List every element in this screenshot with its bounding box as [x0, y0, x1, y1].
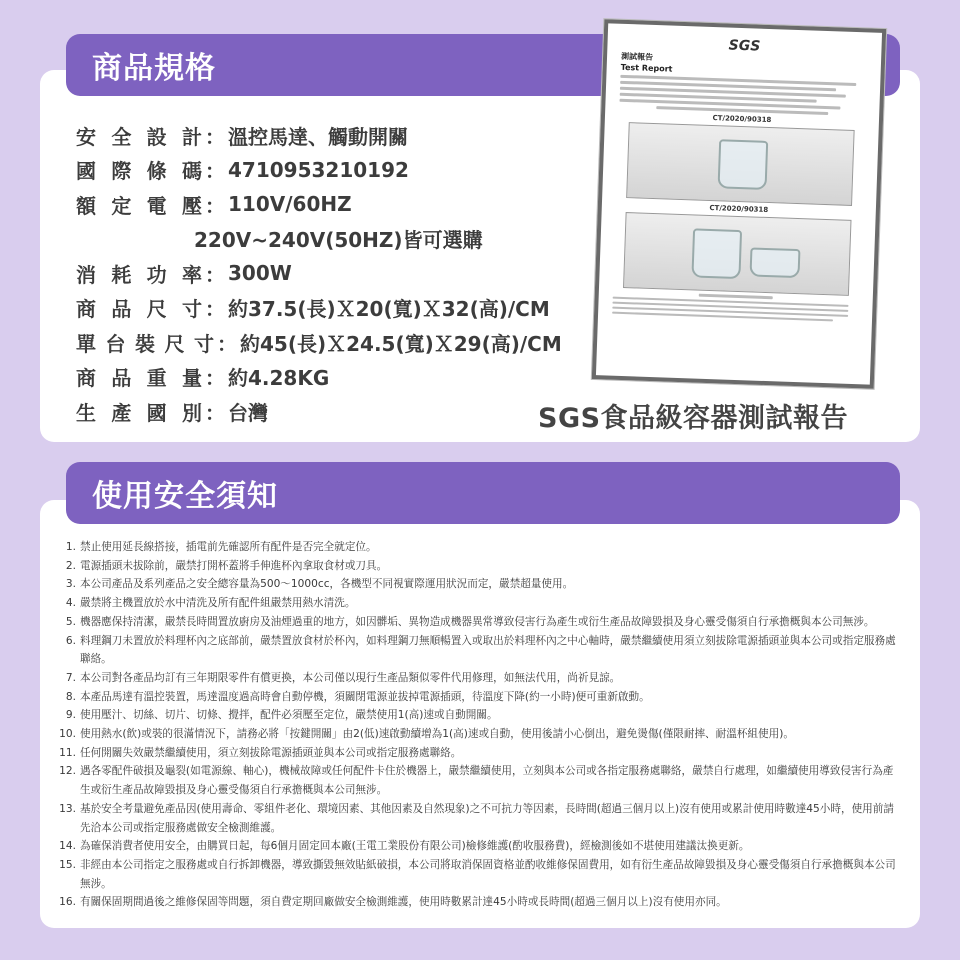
notice-number: 9.: [65, 709, 76, 722]
notice-item: [58, 800, 900, 837]
notice-number: 10.: [59, 728, 76, 741]
report-title-zh: 測試報告: [620, 51, 654, 62]
notice-text: 使用熱水(飲)或裝的很滿情況下，請務必將「按鍵開關」由2(低)速啟動續增為1(高)速或自動，使用後請小心倒出，避免燙傷(僅限耐摔、耐溫杯組使用)。: [80, 728, 794, 741]
spec-row: [76, 325, 562, 360]
notice-number: 13.: [59, 802, 76, 815]
notice-item: [58, 762, 900, 799]
notice-item: [58, 725, 900, 744]
spec-colon: ：: [205, 159, 225, 184]
report-photo: [623, 212, 852, 296]
spec-row: [76, 360, 562, 395]
notice-number: 15.: [59, 858, 76, 871]
notice-text: 基於安全考量避免產品因(使用壽命、零組件老化、環境因素、其他因素及自然現象)之不可抗力等因素，長時間(超過三個月以上)沒有使用或累計使用時數達45小時，使用前請先洽本公司或指定服務處做安全檢測維護。: [80, 802, 894, 834]
notice-number: 5.: [65, 615, 76, 628]
spec-label: 國際條碼: [76, 159, 202, 184]
notice-number: 4.: [65, 597, 76, 610]
spec-value: 台灣: [228, 400, 268, 425]
notice-text: 料理鋼刀未置放於料理杯內之底部前，嚴禁置放食材於杯內，如料理鋼刀無順暢置入或取出於料理杯內之中心軸時，嚴禁繼續使用須立刻拔除電源插頭並與本公司或指定服務處聯絡。: [80, 634, 896, 666]
notice-text: 有關保固期間過後之維修保固等問題，須自費定期回廠做安全檢測維護，使用時數累計達45小時或長時間(超過三個月以上)沒有使用亦同。: [80, 896, 727, 909]
spec-colon: ：: [205, 400, 225, 425]
notice-list: [58, 538, 900, 912]
notice-number: 14.: [59, 840, 76, 853]
spec-row: [76, 187, 562, 222]
notice-text: 本公司對各產品均訂有三年期限零件有償更換，本公司僅以現行生產品類似零件代用修理，如無法代用，尚祈見諒。: [80, 671, 621, 684]
notice-item: [58, 688, 900, 707]
spec-colon: ：: [205, 366, 225, 391]
spec-colon: ：: [205, 124, 225, 149]
spec-label: 生產國別: [76, 400, 202, 425]
notice-number: 1.: [65, 541, 76, 553]
notice-item: [58, 744, 900, 763]
spec-label: 安全設計: [76, 124, 202, 149]
spec-row: [76, 256, 562, 291]
spec-label: 消耗功率: [76, 262, 202, 287]
spec-value: 溫控馬達、觸動開關: [228, 124, 408, 149]
report-caption: SGS食品級容器測試報告: [538, 403, 849, 434]
spec-value: 約4.28KG: [228, 366, 330, 391]
report-photo: [626, 122, 855, 206]
notice-number: 3.: [65, 578, 76, 591]
spec-row: [76, 291, 562, 326]
spec-row: [76, 394, 562, 429]
sgs-test-report-image: [592, 19, 886, 389]
report-photo-tag: CT/2020/90318: [709, 203, 769, 215]
notice-text: 本公司產品及系列產品之安全總容量為500～1000cc，各機型不同視實際運用狀況而定，嚴禁超量使用。: [80, 578, 574, 591]
spec-heading: 商品規格: [66, 34, 900, 96]
spec-colon: ：: [205, 262, 225, 287]
notice-text: 任何開關失效嚴禁繼續使用，須立刻拔除電源插頭並與本公司或指定服務處聯絡。: [80, 746, 462, 759]
notice-text: 電源插頭未拔除前，嚴禁打開杯蓋將手伸進杯內拿取食材或刀具。: [80, 559, 388, 572]
notice-number: 2.: [65, 559, 76, 572]
spec-value: 110V/60HZ: [228, 192, 352, 217]
notice-item: [58, 613, 900, 632]
notice-text: 為確保消費者使用安全，由購買日起，每6個月固定回本廠(王電工業股份有限公司)檢修維護(酌收服務費)，經檢測後如不堪使用建議汰換更新。: [80, 840, 750, 853]
report-title-en: Test Report: [620, 62, 673, 74]
spec-value: 300W: [228, 261, 292, 286]
spec-label: 商品重量: [76, 366, 202, 391]
notice-item: [58, 669, 900, 688]
notice-text: 禁止使用延長線搭接，插電前先確認所有配件是否完全就定位。: [80, 541, 377, 553]
spec-row: [76, 222, 562, 257]
spec-label: 單台裝尺寸: [76, 331, 214, 356]
notice-item: [58, 538, 900, 557]
sgs-logo: SGS: [728, 37, 761, 55]
spec-colon: ：: [217, 331, 237, 356]
notice-number: 7.: [65, 671, 76, 684]
spec-label: 商品尺寸: [76, 297, 202, 322]
report-photo-tag: CT/2020/90318: [712, 114, 772, 125]
notice-number: 11.: [59, 746, 76, 759]
notice-item: [58, 594, 900, 613]
spec-colon: ：: [205, 193, 225, 218]
notice-item: [58, 706, 900, 725]
notice-text: 使用壓汁、切絲、切片、切條、攪拌，配件必須壓至定位，嚴禁使用1(高)速或自動開關。: [80, 709, 498, 722]
notice-item: [58, 837, 900, 856]
spec-row: [76, 153, 562, 188]
notice-text: 遇各零配件破損及龜裂(如電源線、軸心)，機械故障或任何配件卡住於機器上，嚴禁繼續使用，立刻與本公司或各指定服務處聯絡，嚴禁自行處理，如繼續使用導致侵害行為產生或衍生產品故障毀損及身心靈受傷須自行承擔概與本公司無涉。: [80, 765, 894, 797]
notice-text: 非經由本公司指定之服務處或自行拆卸機器，導致撕毀無效貼紙破損，本公司將取消保固資格並酌收維修保固費用，如有衍生產品故障毀損及身心靈受傷須自行承擔概與本公司無涉。: [80, 858, 896, 890]
notice-number: 6.: [65, 634, 76, 647]
spec-label: 額定電壓: [76, 193, 202, 218]
spec-list: [76, 118, 562, 429]
notice-heading: 使用安全須知: [66, 462, 900, 524]
notice-item: [58, 557, 900, 576]
spec-value: 約45(長)Ｘ24.5(寬)Ｘ29(高)/CM: [240, 331, 562, 356]
notice-item: [58, 893, 900, 912]
notice-text: 嚴禁將主機置放於水中清洗及所有配件組嚴禁用熱水清洗。: [80, 597, 356, 610]
notice-number: 12.: [59, 765, 76, 778]
notice-item: [58, 575, 900, 594]
notice-text: 本產品馬達有溫控裝置，馬達溫度過高時會自動停機，須關閉電源並拔掉電源插頭，待溫度下降(約一小時)便可重新啟動。: [80, 690, 650, 703]
notice-number: 16.: [59, 896, 76, 909]
notice-number: 8.: [65, 690, 76, 703]
spec-value: 220V~240V(50HZ)皆可選購: [194, 228, 483, 253]
spec-value: 4710953210192: [228, 157, 409, 182]
notice-text: 機器應保持清潔，嚴禁長時間置放廚房及油煙過重的地方，如因髒垢、異物造成機器異常導致侵害行為產生或衍生產品故障毀損及身心靈受傷須自行承擔概與本公司無涉。: [80, 615, 875, 628]
spec-colon: ：: [205, 297, 225, 322]
notice-item: [58, 856, 900, 893]
spec-row: [76, 118, 562, 153]
notice-item: [58, 632, 900, 669]
spec-value: 約37.5(長)Ｘ20(寬)Ｘ32(高)/CM: [228, 297, 550, 322]
